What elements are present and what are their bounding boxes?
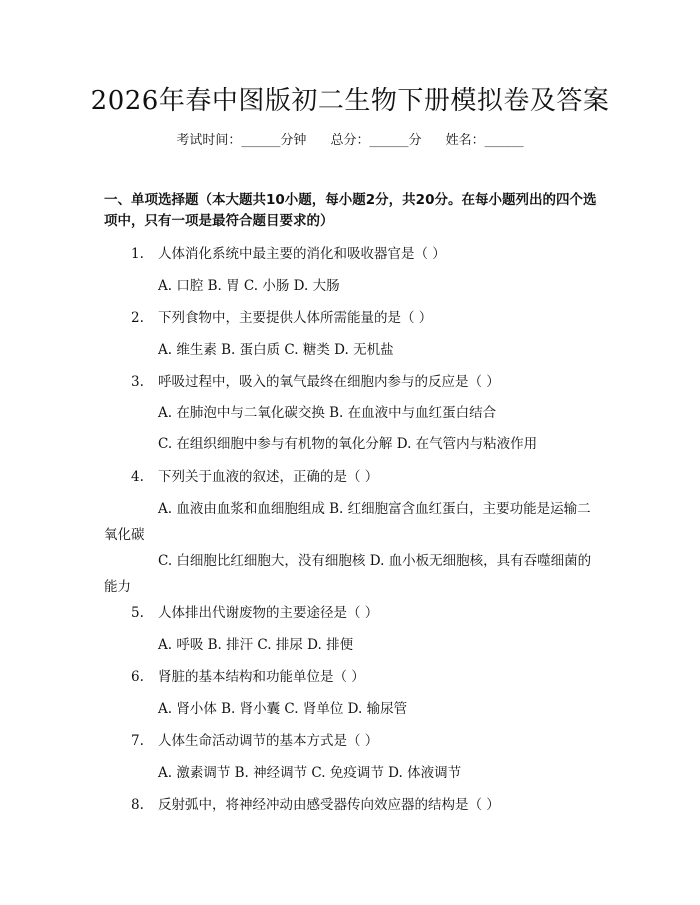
question-2	[131, 308, 432, 328]
question-text: 下列食物中，主要提供人体所需能量的是（ ）	[158, 310, 433, 326]
question-text: 肾脏的基本结构和功能单位是（ ）	[158, 669, 365, 685]
exam-meta	[0, 131, 700, 151]
question-text: 人体消化系统中最主要的消化和吸收器官是（ ）	[158, 246, 446, 262]
question-3-options-ab: A. 在肺泡中与二氧化碳交换 B. 在血液中与血红蛋白结合	[158, 405, 497, 421]
question-number: 2.	[131, 310, 144, 326]
question-1	[131, 244, 446, 264]
question-3-options-cd: C. 在组织细胞中参与有机物的氧化分解 D. 在气管内与粘液作用	[158, 436, 538, 452]
question-5	[131, 603, 378, 623]
question-number: 1.	[131, 246, 144, 262]
question-text: 下列关于血液的叙述，正确的是（ ）	[158, 469, 379, 485]
exam-time: 考试时间：______分钟	[176, 133, 307, 148]
question-6	[131, 667, 365, 687]
question-3	[131, 372, 500, 392]
question-8	[131, 795, 500, 815]
total-score: 总分：______分	[330, 133, 422, 148]
student-name: 姓名：______	[445, 133, 524, 148]
question-6-options: A. 肾小体 B. 肾小囊 C. 肾单位 D. 输尿管	[158, 701, 408, 717]
question-4-options-cd: C. 白细胞比红细胞大，没有细胞核 D. 血小板无细胞核，具有吞噬细菌的能力	[104, 553, 592, 595]
question-2-options: A. 维生素 B. 蛋白质 C. 糖类 D. 无机盐	[158, 342, 394, 358]
question-5-options: A. 呼吸 B. 排汗 C. 排尿 D. 排便	[158, 637, 354, 653]
question-text: 人体排出代谢废物的主要途径是（ ）	[158, 605, 379, 621]
page-title: 2026年春中图版初二生物下册模拟卷及答案	[90, 86, 610, 116]
question-7-options: A. 激素调节 B. 神经调节 C. 免疫调节 D. 体液调节	[158, 765, 462, 781]
question-number: 6.	[131, 669, 144, 685]
question-4-options-ab: A. 血液由血浆和血细胞组成 B. 红细胞富含血红蛋白，主要功能是运输二氧化碳	[104, 501, 591, 543]
question-number: 8.	[131, 797, 144, 813]
question-4	[131, 467, 378, 487]
question-number: 7.	[131, 733, 144, 749]
question-text: 反射弧中，将神经冲动由感受器传向效应器的结构是（ ）	[158, 797, 500, 813]
question-number: 3.	[131, 374, 144, 390]
question-1-options: A. 口腔 B. 胃 C. 小肠 D. 大肠	[158, 278, 340, 294]
question-number: 4.	[131, 469, 144, 485]
question-number: 5.	[131, 605, 144, 621]
question-text: 呼吸过程中，吸入的氧气最终在细胞内参与的反应是（ ）	[158, 374, 500, 390]
question-text: 人体生命活动调节的基本方式是（ ）	[158, 733, 379, 749]
question-7	[131, 731, 378, 751]
section-heading: 一、单项选择题（本大题共10小题，每小题2分，共20分。在每小题列出的四个选项中，只有一项是最符合题目要求的）	[104, 192, 597, 229]
